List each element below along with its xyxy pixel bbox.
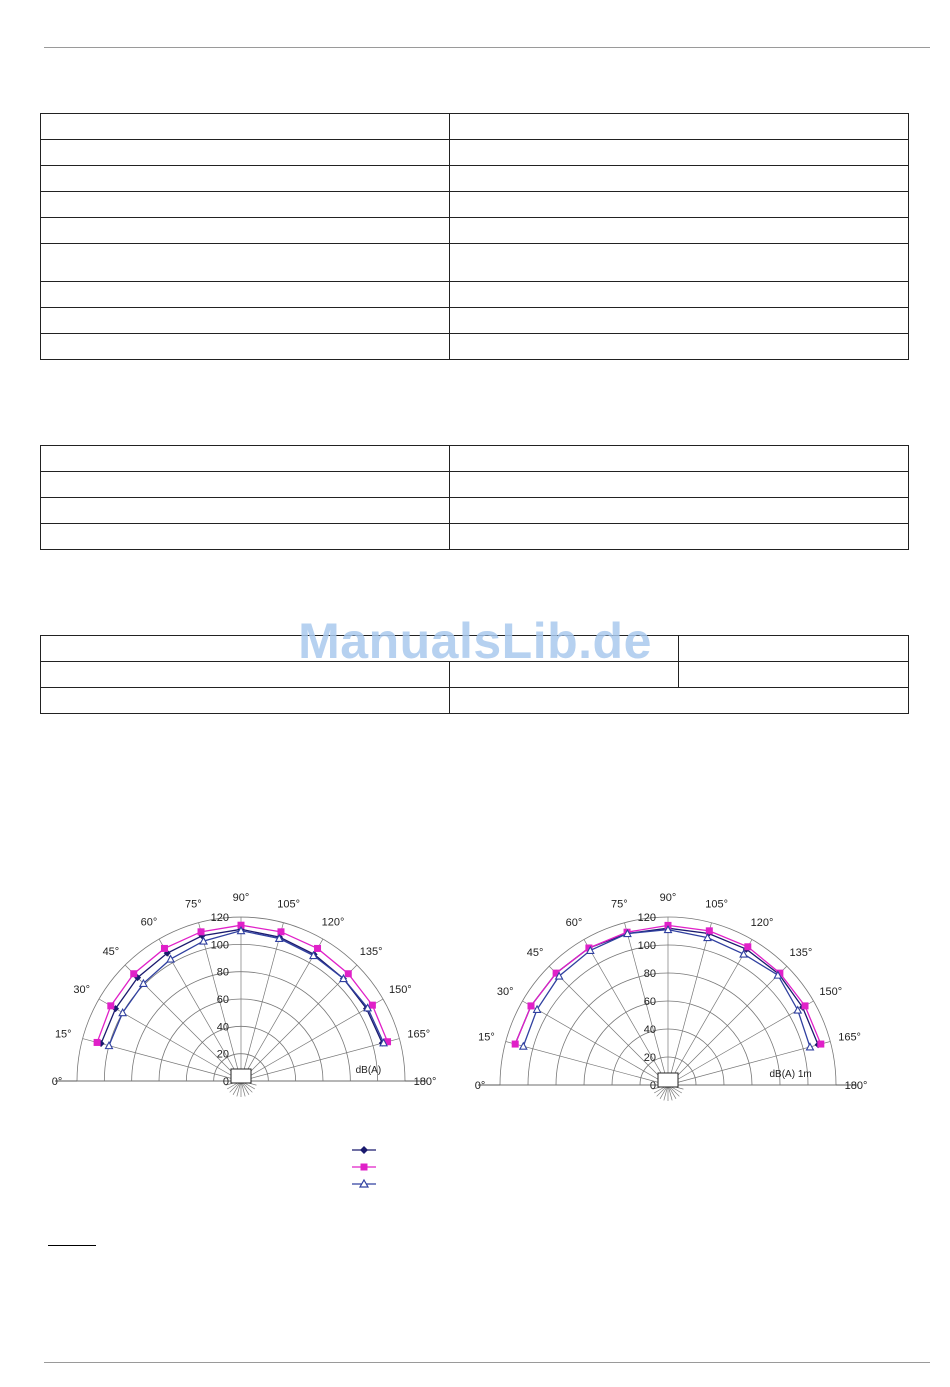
- angle-tick-label: 150°: [819, 986, 843, 998]
- radial-tick-label: 40: [643, 1024, 656, 1036]
- radial-tick-label: 120: [210, 912, 229, 924]
- grid-spoke: [668, 940, 752, 1085]
- legend-item-diamond: [352, 1146, 376, 1154]
- radial-tick-label: 100: [210, 939, 229, 952]
- watermark: ManualsLib.de: [298, 613, 652, 669]
- radial-tick-label: 0: [649, 1080, 656, 1092]
- angle-tick-label: 165°: [838, 1031, 861, 1044]
- angle-tick-label: 105°: [277, 898, 301, 911]
- legend-item-triangle: [352, 1180, 376, 1187]
- radial-tick-label: 40: [216, 1021, 229, 1034]
- angle-tick-label: 75°: [611, 898, 628, 911]
- radial-tick-label: 60: [216, 994, 229, 1006]
- legend-item-square: [352, 1164, 376, 1171]
- angle-tick-label: 30°: [496, 986, 514, 998]
- radial-tick-label: 0: [222, 1076, 229, 1088]
- radial-tick-label: 100: [637, 940, 656, 952]
- angle-tick-label: 45°: [526, 947, 544, 960]
- angle-tick-label: 45°: [102, 945, 120, 958]
- angle-tick-label: 180°: [844, 1080, 868, 1092]
- footer-rule: [44, 1362, 930, 1363]
- angle-tick-label: 120°: [750, 917, 774, 930]
- data-point-square: [817, 1041, 824, 1048]
- angle-tick-label: 15°: [478, 1031, 495, 1044]
- radial-tick-label: 80: [216, 966, 229, 979]
- angle-tick-label: 0°: [51, 1076, 63, 1088]
- data-point-triangle: [806, 1043, 813, 1050]
- radial-tick-label: 20: [643, 1052, 656, 1064]
- data-point-square: [802, 1002, 809, 1009]
- data-point-square: [512, 1041, 519, 1048]
- angle-tick-label: 165°: [407, 1028, 431, 1041]
- speaker-box: [658, 1073, 678, 1087]
- unit-label: dB(A) 1m: [769, 1069, 812, 1080]
- radial-tick-label: 20: [216, 1048, 229, 1061]
- angle-tick-label: 180°: [413, 1076, 437, 1088]
- angle-tick-label: 60°: [140, 916, 158, 929]
- radial-tick-label: 80: [643, 968, 656, 980]
- data-point-square: [527, 1002, 534, 1009]
- unit-label: dB(A): [355, 1065, 382, 1076]
- angle-tick-label: 120°: [321, 916, 345, 929]
- note-underline: [48, 1245, 96, 1246]
- angle-tick-label: 105°: [705, 898, 729, 911]
- radial-tick-label: 60: [643, 996, 656, 1008]
- angle-tick-label: 30°: [73, 984, 90, 996]
- grid-spoke: [668, 966, 787, 1085]
- chart-legend: [352, 1140, 392, 1196]
- series-line-diamond: [515, 928, 818, 1045]
- angle-tick-label: 0°: [474, 1080, 486, 1092]
- angle-tick-label: 15°: [54, 1028, 72, 1041]
- angle-tick-label: 135°: [359, 945, 383, 958]
- data-point-triangle: [520, 1043, 527, 1050]
- radial-tick-label: 120: [637, 912, 656, 924]
- angle-tick-label: 90°: [232, 892, 250, 904]
- data-point-square: [744, 943, 751, 950]
- angle-tick-label: 135°: [789, 947, 813, 960]
- angle-tick-label: 75°: [185, 898, 202, 911]
- grid-spoke: [523, 1001, 668, 1085]
- angle-tick-label: 90°: [659, 892, 677, 904]
- angle-tick-label: 150°: [388, 984, 412, 996]
- angle-tick-label: 60°: [565, 917, 583, 930]
- data-point-square: [706, 927, 713, 934]
